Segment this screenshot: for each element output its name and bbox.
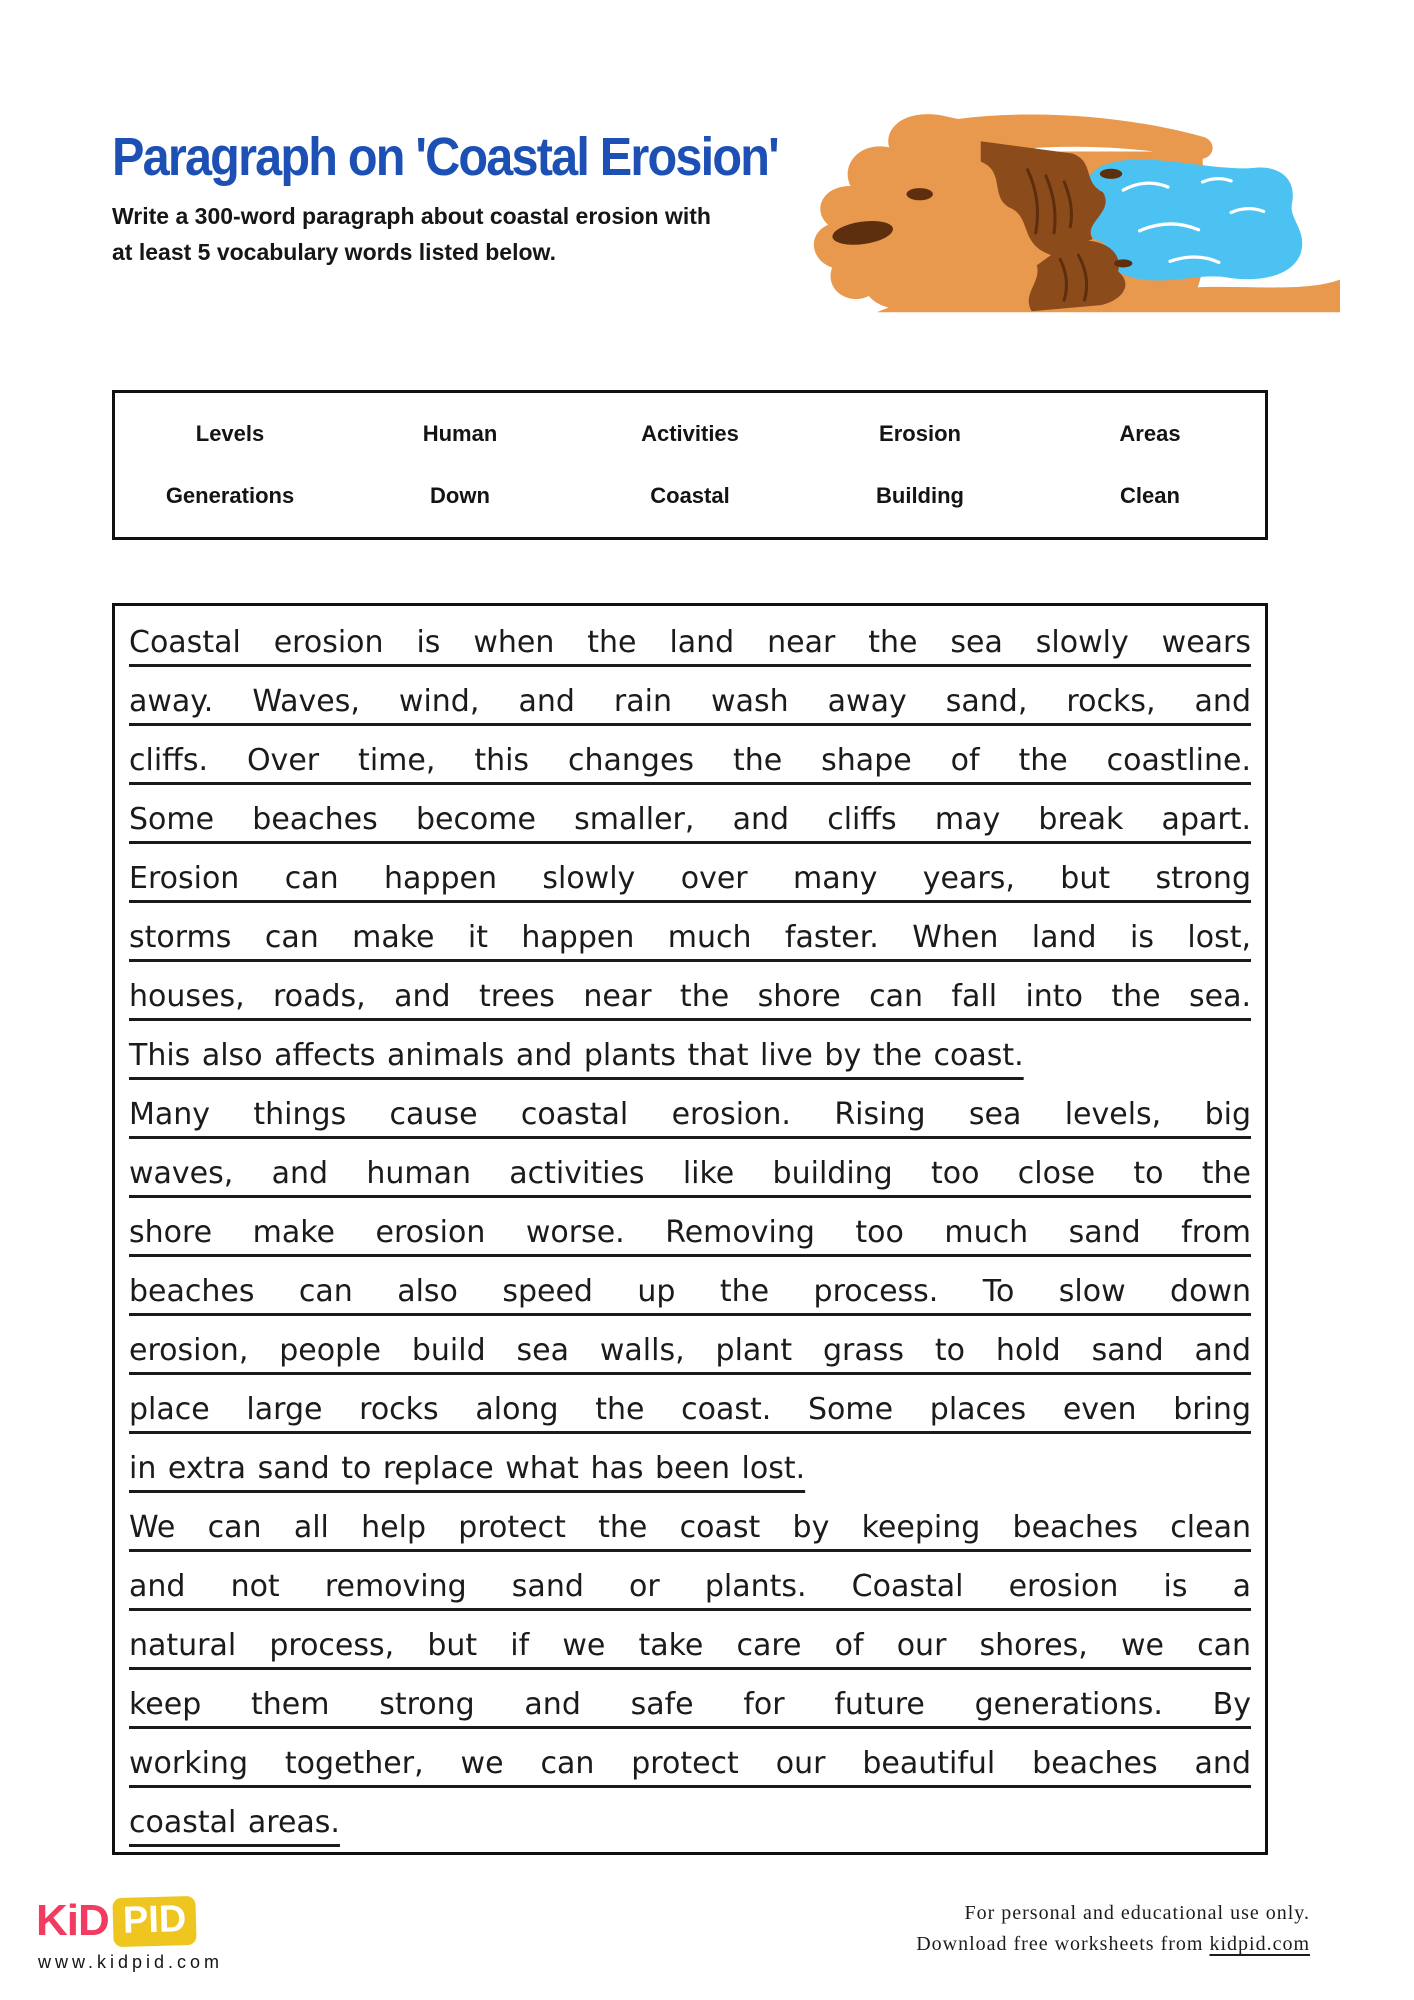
paragraph-line: Many things cause coastal erosion. Rising sea levels, big [129, 1097, 1251, 1132]
vocab-word: Erosion [879, 421, 961, 446]
paragraph-line: cliffs. Over time, this changes the shape of the coastline. [129, 743, 1251, 778]
vocab-word: Coastal [650, 483, 730, 508]
logo-pid-badge: PID [112, 1895, 197, 1946]
paragraph-line: beaches can also speed up the process. To slow down [129, 1274, 1251, 1309]
paragraph-line: Some beaches become smaller, and cliffs may break apart. [129, 802, 1251, 837]
vocabulary-box [112, 390, 1268, 540]
paragraph-line: houses, roads, and trees near the shore can fall into the sea. [129, 979, 1251, 1014]
logo-kid-text: KiD [36, 1896, 109, 1945]
vocab-word: Areas [1119, 421, 1181, 446]
paragraph-line: keep them strong and safe for future generations. By [129, 1687, 1251, 1722]
logo-website-url: www.kidpid.com [38, 1952, 224, 1972]
coastal-erosion-illustration [765, 110, 1340, 315]
paragraph-line: This also affects animals and plants that live by the coast. [129, 1038, 1024, 1073]
usage-note-line-1: For personal and educational use only. [964, 1902, 1310, 1924]
page-subtitle [112, 198, 711, 270]
paragraph-line: coastal areas. [129, 1805, 340, 1840]
paragraph-line: We can all help protect the coast by keeping beaches clean [129, 1510, 1251, 1545]
vocab-word: Building [876, 483, 964, 508]
kidpid-logo [36, 1896, 196, 1946]
paragraph-line: erosion, people build sea walls, plant grass to hold sand and [129, 1333, 1251, 1368]
vocab-word: Generations [165, 483, 295, 508]
paragraph-line: working together, we can protect our beautiful beaches and [129, 1746, 1251, 1781]
paragraph-box [112, 603, 1268, 1855]
usage-note-line-2-text: Download free worksheets from [916, 1933, 1210, 1955]
paragraph-line: storms can make it happen much faster. When land is lost, [129, 920, 1251, 955]
page-title: Paragraph on 'Coastal Erosion' [112, 127, 778, 187]
usage-note [916, 1898, 1310, 1960]
vocab-word: Human [422, 421, 498, 446]
paragraph-line: away. Waves, wind, and rain wash away sand, rocks, and [129, 684, 1251, 719]
vocabulary-grid [115, 393, 1265, 537]
paragraph-line: shore make erosion worse. Removing too much sand from [129, 1215, 1251, 1250]
paragraph-lines [115, 606, 1265, 1852]
paragraph-line: in extra sand to replace what has been lost. [129, 1451, 806, 1486]
paragraph-line: Coastal erosion is when the land near the sea slowly wears [129, 625, 1251, 660]
paragraph-line: and not removing sand or plants. Coastal erosion is a [129, 1569, 1251, 1604]
paragraph-line: natural process, but if we take care of our shores, we can [129, 1628, 1251, 1663]
paragraph-line: waves, and human activities like building too close to the [129, 1156, 1251, 1191]
subtitle-line-1: Write a 300-word paragraph about coastal erosion with [112, 203, 711, 229]
subtitle-line-2: at least 5 vocabulary words listed below. [112, 239, 556, 265]
vocab-word: Activities [641, 421, 739, 446]
usage-note-line-2 [916, 1929, 1310, 1960]
kidpid-link[interactable]: kidpid.com [1209, 1933, 1310, 1955]
vocab-word: Down [430, 483, 490, 508]
paragraph-line: place large rocks along the coast. Some places even bring [129, 1392, 1251, 1427]
vocab-word: Levels [195, 421, 265, 446]
vocab-word: Clean [1120, 483, 1180, 508]
paragraph-line: Erosion can happen slowly over many years, but strong [129, 861, 1251, 896]
